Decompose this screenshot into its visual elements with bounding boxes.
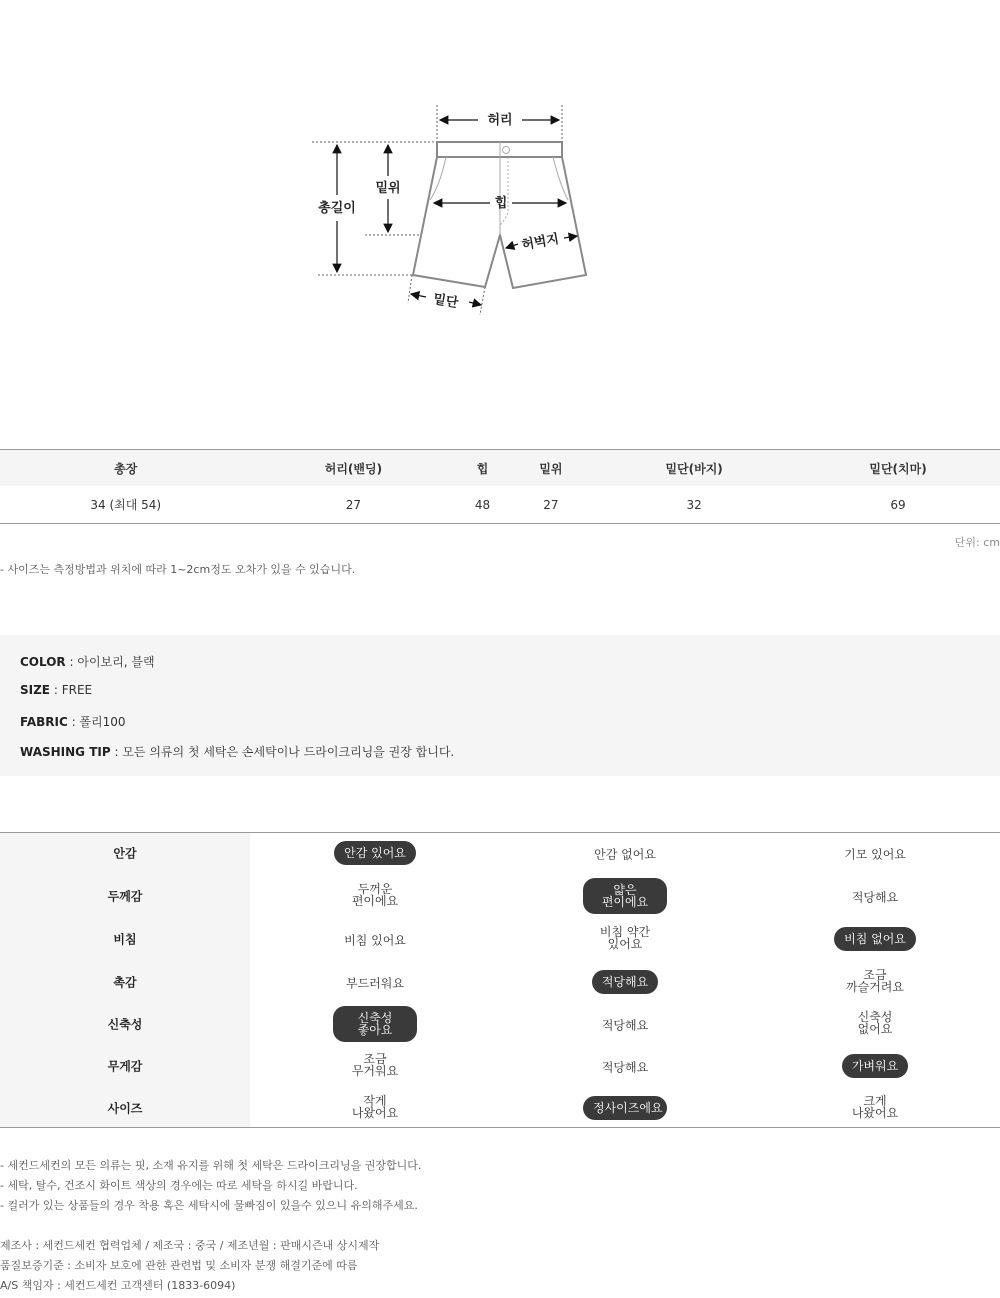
- feel-option-cell: [750, 844, 1000, 863]
- header-hip: 힙: [455, 450, 509, 487]
- maker-line: 품질보증기준 : 소비자 보호에 관한 관련법 및 소비자 분쟁 해결기준에 따름: [0, 1259, 358, 1272]
- feel-row: [0, 1088, 1000, 1128]
- feel-option: 조금 무거워요: [351, 1052, 399, 1078]
- feel-row-label: 안감: [113, 846, 137, 861]
- feel-option: 크게 나왔어요: [851, 1094, 899, 1120]
- feel-option: 부드러워요: [346, 976, 404, 991]
- feel-option-cell: [750, 927, 1000, 951]
- feel-row: [0, 962, 1000, 1002]
- feel-option: 신축성 없어요: [857, 1010, 893, 1036]
- color-label: COLOR: [20, 655, 66, 669]
- feel-option-cell: [250, 841, 500, 865]
- care-note: - 세탁, 탈수, 건조시 화이트 색상의 경우에는 따로 세탁을 하시길 바랍니다.: [0, 1179, 358, 1192]
- thigh-label: 허벅지: [520, 231, 561, 254]
- value-rise: 27: [510, 486, 592, 524]
- value-total-length: 34 (최대 54): [0, 486, 251, 524]
- feel-row: [0, 1004, 1000, 1044]
- feel-option: 기모 있어요: [844, 847, 906, 862]
- feel-option: 비침 있어요: [344, 933, 406, 948]
- info-fabric: [20, 713, 126, 730]
- feel-row: [0, 919, 1000, 959]
- feel-option-cell: [250, 930, 500, 949]
- feel-option-cell: [500, 1015, 750, 1034]
- feel-option: 비침 약간 있어요: [599, 925, 651, 951]
- feel-row: [0, 1046, 1000, 1086]
- washing-label: WASHING TIP: [20, 745, 111, 759]
- feel-option-cell: [500, 1057, 750, 1076]
- rise-label: 밑위: [375, 181, 401, 196]
- washing-value: : 모든 의류의 첫 세탁은 손세탁이나 드라이크리닝을 권장 합니다.: [114, 745, 455, 759]
- info-color: [20, 653, 155, 670]
- feel-row-label: 비침: [113, 932, 137, 947]
- header-total-length: 총장: [0, 450, 251, 487]
- feel-option-selected: 신축성 좋아요: [333, 1006, 417, 1042]
- size-table: [0, 449, 1000, 524]
- feel-option-cell: [750, 969, 1000, 995]
- feel-option-selected: 적당해요: [592, 970, 658, 994]
- feel-option-selected: 얇은 편이에요: [583, 878, 667, 914]
- feel-option-cell: [500, 926, 750, 952]
- value-hip: 48: [455, 486, 509, 524]
- feel-row-label: 무게감: [107, 1059, 143, 1074]
- size-value: : FREE: [53, 683, 93, 697]
- size-diagram: [300, 95, 600, 325]
- feel-row: [0, 833, 1000, 873]
- feel-row-label: 사이즈: [107, 1101, 143, 1116]
- value-hem-skirt: 69: [796, 486, 1000, 524]
- size-note: - 사이즈는 측정방법과 위치에 따라 1~2cm정도 오차가 있을 수 있습니다.: [0, 563, 356, 576]
- hem-label: 밑단: [431, 291, 460, 312]
- feel-row-label: 촉감: [113, 975, 137, 990]
- feel-option-cell: [250, 1053, 500, 1079]
- fabric-label: FABRIC: [20, 715, 68, 729]
- color-value: : 아이보리, 블랙: [69, 655, 155, 669]
- feel-option: 적당해요: [851, 890, 899, 905]
- feel-option-cell: [500, 970, 750, 994]
- waist-label: 허리: [487, 113, 513, 128]
- feel-row: [0, 876, 1000, 916]
- header-hem-pants: 밑단(바지): [592, 450, 796, 487]
- fabric-value: : 폴리100: [71, 715, 126, 729]
- maker-info: [0, 1238, 379, 1298]
- care-note: - 컬러가 있는 상품들의 경우 착용 혹은 세탁시에 물빠짐이 있을수 있으니 유의해주세요.: [0, 1199, 418, 1212]
- product-info-box: [0, 635, 1000, 776]
- hip-label: 힙: [494, 196, 508, 211]
- maker-line: 제조사 : 세컨드세컨 협력업체 / 제조국 : 중국 / 제조년월 : 판매시즌내 상시제작: [0, 1239, 380, 1252]
- size-table-row: [0, 486, 1000, 524]
- value-waist: 27: [251, 486, 455, 524]
- value-hem-pants: 32: [592, 486, 796, 524]
- care-notes: [0, 1158, 421, 1218]
- feel-option-cell: [250, 1095, 500, 1121]
- unit-label: 단위: cm: [954, 536, 1000, 549]
- feel-option-cell: [500, 878, 750, 914]
- feel-row-label: 두께감: [107, 889, 143, 904]
- header-rise: 밑위: [510, 450, 592, 487]
- feel-option-cell: [750, 1095, 1000, 1121]
- feel-option: 적당해요: [601, 1060, 649, 1075]
- feel-option-cell: [250, 883, 500, 909]
- feel-option-cell: [750, 1011, 1000, 1037]
- feel-option: 적당해요: [601, 1018, 649, 1033]
- feel-option-selected: 안감 있어요: [334, 841, 416, 865]
- feel-option-cell: [250, 1006, 500, 1042]
- size-table-header: [0, 450, 1000, 487]
- total-length-label: 총길이: [318, 201, 356, 216]
- info-washing: [20, 743, 454, 760]
- feel-option: 작게 나왔어요: [351, 1094, 399, 1120]
- feel-option-selected: 정사이즈에요: [583, 1096, 667, 1120]
- feel-option-selected: 비침 없어요: [834, 927, 916, 951]
- shorts-diagram: [300, 95, 600, 325]
- feel-option: 두꺼운 편이에요: [351, 882, 399, 908]
- feel-option-cell: [500, 1096, 750, 1120]
- feel-option: 조금 까슬거려요: [846, 968, 904, 994]
- info-size: [20, 683, 92, 697]
- size-label: SIZE: [20, 683, 51, 697]
- fabric-feel-table: [0, 832, 1000, 1128]
- feel-option-cell: [750, 887, 1000, 906]
- care-note: - 세컨드세컨의 모든 의류는 핏, 소재 유지를 위해 첫 세탁은 드라이크리닝을 권장합니다.: [0, 1159, 422, 1172]
- feel-option: 안감 없어요: [594, 847, 656, 862]
- header-hem-skirt: 밑단(치마): [796, 450, 1000, 487]
- header-waist: 허리(밴딩): [251, 450, 455, 487]
- maker-line: A/S 책임자 : 세컨드세컨 고객센터 (1833-6094): [0, 1279, 236, 1292]
- feel-option-cell: [250, 973, 500, 992]
- feel-option-cell: [500, 844, 750, 863]
- feel-option-cell: [750, 1054, 1000, 1078]
- feel-row-label: 신축성: [107, 1017, 143, 1032]
- feel-option-selected: 가벼워요: [842, 1054, 908, 1078]
